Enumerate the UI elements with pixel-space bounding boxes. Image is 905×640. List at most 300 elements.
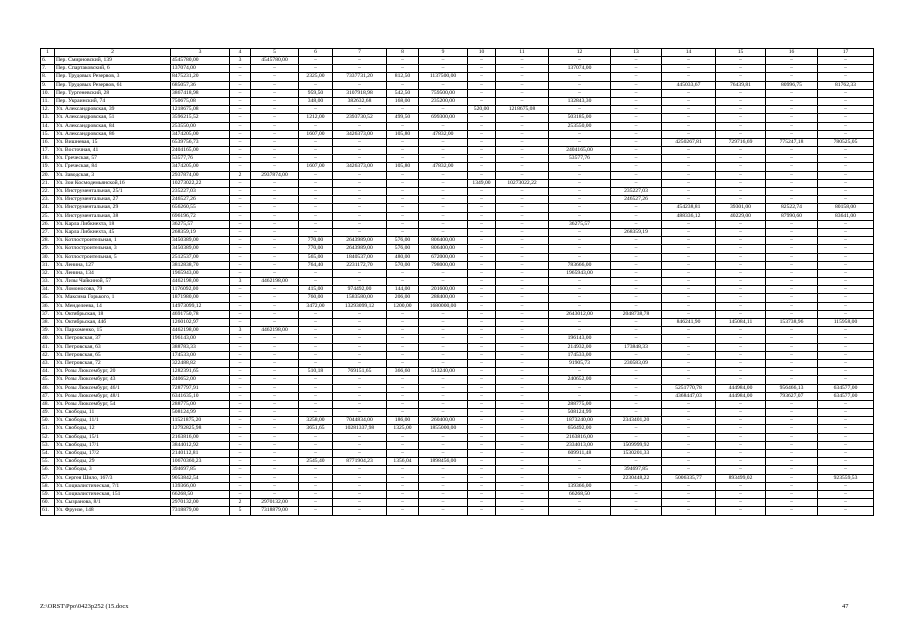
- value-cell: 1530201,33: [611, 450, 662, 458]
- value-cell: –: [662, 278, 716, 286]
- value-cell: –: [716, 335, 766, 343]
- table-row: [41, 171, 874, 179]
- value-cell: 288400,00: [419, 294, 468, 302]
- value-cell: –: [496, 466, 549, 474]
- row-number-cell: 38.: [41, 319, 55, 327]
- value-cell: 87990,60: [766, 212, 818, 220]
- value-cell: –: [549, 138, 611, 146]
- value-cell: –: [251, 163, 299, 171]
- value-cell: –: [419, 482, 468, 490]
- footer-file-path: Z:\ORST\Ppo\0423p252 (15.docx: [40, 603, 129, 610]
- value-cell: –: [549, 466, 611, 474]
- value-cell: –: [818, 417, 874, 425]
- row-number-cell: 11.: [41, 97, 55, 105]
- value-cell: –: [716, 499, 766, 507]
- value-cell: –: [611, 482, 662, 490]
- value-cell: –: [549, 237, 611, 245]
- value-cell: –: [333, 147, 387, 155]
- value-cell: –: [496, 269, 549, 277]
- value-cell: –: [230, 73, 251, 81]
- row-number-cell: 48.: [41, 400, 55, 408]
- value-cell: –: [299, 319, 333, 327]
- value-cell: 780525,05: [818, 138, 874, 146]
- value-cell: –: [766, 147, 818, 155]
- value-cell: –: [230, 466, 251, 474]
- value-cell: –: [299, 155, 333, 163]
- address-cell: Ул. Свободы, 17/2: [55, 450, 171, 458]
- value-cell: –: [662, 368, 716, 376]
- value-cell: –: [230, 482, 251, 490]
- row-number-cell: 57.: [41, 474, 55, 482]
- value-cell: –: [716, 171, 766, 179]
- value-cell: –: [387, 204, 419, 212]
- value-cell: –: [611, 204, 662, 212]
- value-cell: –: [496, 409, 549, 417]
- value-cell: –: [333, 57, 387, 65]
- row-number-cell: 14.: [41, 122, 55, 130]
- address-cell: Ул. Свободы, 29: [55, 458, 171, 466]
- value-cell: –: [496, 343, 549, 351]
- value-cell: –: [716, 114, 766, 122]
- total-cost-cell: 1871980,00: [171, 294, 230, 302]
- value-cell: –: [496, 130, 549, 138]
- value-cell: –: [611, 302, 662, 310]
- table-row: [41, 196, 874, 204]
- value-cell: 1965943,00: [549, 269, 611, 277]
- value-cell: 2404165,00: [549, 147, 611, 155]
- column-number-header: 5: [251, 49, 299, 57]
- value-cell: –: [299, 392, 333, 400]
- value-cell: –: [251, 261, 299, 269]
- value-cell: –: [230, 433, 251, 441]
- value-cell: –: [496, 204, 549, 212]
- address-cell: Ул. Котлостроительная, 5: [55, 253, 171, 261]
- value-cell: –: [662, 155, 716, 163]
- total-cost-cell: 253550,00: [171, 122, 230, 130]
- value-cell: 4545780,00: [251, 57, 299, 65]
- value-cell: –: [468, 155, 496, 163]
- value-cell: –: [496, 138, 549, 146]
- value-cell: –: [230, 400, 251, 408]
- value-cell: –: [468, 253, 496, 261]
- value-cell: 634577,00: [818, 392, 874, 400]
- value-cell: –: [496, 327, 549, 335]
- value-cell: –: [333, 319, 387, 327]
- total-cost-cell: 11521875,20: [171, 417, 230, 425]
- value-cell: –: [419, 57, 468, 65]
- row-number-cell: 23.: [41, 196, 55, 204]
- value-cell: –: [468, 327, 496, 335]
- row-number-cell: 55.: [41, 458, 55, 466]
- value-cell: 3: [230, 57, 251, 65]
- address-cell: Ул. Александровская, 39: [55, 106, 171, 114]
- value-cell: –: [251, 106, 299, 114]
- value-cell: –: [387, 57, 419, 65]
- value-cell: –: [662, 482, 716, 490]
- value-cell: –: [716, 163, 766, 171]
- value-cell: –: [766, 466, 818, 474]
- value-cell: –: [387, 228, 419, 236]
- row-number-cell: 60.: [41, 499, 55, 507]
- total-cost-cell: 322488,82: [171, 359, 230, 367]
- value-cell: –: [299, 122, 333, 130]
- value-cell: –: [496, 359, 549, 367]
- table-row: [41, 376, 874, 384]
- value-cell: –: [419, 188, 468, 196]
- value-cell: –: [766, 400, 818, 408]
- value-cell: –: [611, 319, 662, 327]
- table-row: [41, 507, 874, 515]
- value-cell: –: [549, 171, 611, 179]
- value-cell: –: [549, 319, 611, 327]
- value-cell: –: [818, 179, 874, 187]
- value-cell: –: [387, 343, 419, 351]
- address-cell: Ул. Петровская, 63: [55, 343, 171, 351]
- value-cell: –: [299, 466, 333, 474]
- address-cell: Ул. Свободы, 11/1: [55, 417, 171, 425]
- value-cell: 499,50: [387, 114, 419, 122]
- value-cell: –: [549, 368, 611, 376]
- total-cost-cell: 2937874,00: [171, 171, 230, 179]
- value-cell: –: [716, 351, 766, 359]
- value-cell: 510,18: [299, 368, 333, 376]
- value-cell: –: [299, 278, 333, 286]
- value-cell: 80158,00: [818, 204, 874, 212]
- value-cell: –: [716, 261, 766, 269]
- value-cell: –: [818, 286, 874, 294]
- value-cell: –: [468, 433, 496, 441]
- value-cell: –: [251, 155, 299, 163]
- value-cell: –: [387, 482, 419, 490]
- value-cell: –: [419, 278, 468, 286]
- value-cell: –: [716, 359, 766, 367]
- value-cell: –: [333, 400, 387, 408]
- value-cell: –: [662, 147, 716, 155]
- value-cell: –: [818, 171, 874, 179]
- value-cell: 132843,30: [549, 97, 611, 105]
- value-cell: 2937874,00: [251, 171, 299, 179]
- table-row: [41, 351, 874, 359]
- value-cell: –: [468, 228, 496, 236]
- value-cell: –: [496, 196, 549, 204]
- value-cell: –: [496, 65, 549, 73]
- address-cell: Ул. Социалистическая, 151: [55, 490, 171, 498]
- value-cell: –: [251, 310, 299, 318]
- value-cell: –: [230, 376, 251, 384]
- value-cell: 105,80: [387, 163, 419, 171]
- column-number-header: 14: [662, 49, 716, 57]
- value-cell: –: [468, 269, 496, 277]
- value-cell: –: [387, 179, 419, 187]
- column-number-header: 6: [299, 49, 333, 57]
- total-cost-cell: 656260,55: [171, 204, 230, 212]
- value-cell: 214932,00: [549, 343, 611, 351]
- value-cell: 10273022,22: [496, 179, 549, 187]
- value-cell: –: [251, 130, 299, 138]
- value-cell: –: [299, 220, 333, 228]
- value-cell: –: [251, 196, 299, 204]
- row-number-cell: 40.: [41, 335, 55, 343]
- value-cell: 174533,00: [549, 351, 611, 359]
- table-row: [41, 57, 874, 65]
- total-cost-cell: 3844012,92: [171, 441, 230, 449]
- total-cost-cell: 235227,03: [171, 188, 230, 196]
- value-cell: –: [818, 458, 874, 466]
- value-cell: –: [611, 286, 662, 294]
- value-cell: 729716,69: [716, 138, 766, 146]
- value-cell: –: [662, 490, 716, 498]
- value-cell: –: [333, 335, 387, 343]
- total-cost-cell: 4462198,00: [171, 278, 230, 286]
- value-cell: 76439,81: [716, 81, 766, 89]
- value-cell: –: [299, 343, 333, 351]
- value-cell: –: [387, 466, 419, 474]
- address-cell: Ул. Александровская, 84: [55, 122, 171, 130]
- value-cell: –: [716, 490, 766, 498]
- value-cell: –: [251, 286, 299, 294]
- total-cost-cell: 2970132,00: [171, 499, 230, 507]
- value-cell: 382632,68: [333, 97, 387, 105]
- value-cell: –: [549, 73, 611, 81]
- value-cell: –: [468, 237, 496, 245]
- value-cell: –: [333, 343, 387, 351]
- value-cell: –: [387, 269, 419, 277]
- value-cell: –: [299, 196, 333, 204]
- value-cell: 144,00: [387, 286, 419, 294]
- value-cell: –: [716, 228, 766, 236]
- value-cell: 570,00: [387, 261, 419, 269]
- table-row: [41, 81, 874, 89]
- value-cell: 3651,65: [299, 425, 333, 433]
- column-number-header: 17: [818, 49, 874, 57]
- value-cell: –: [333, 310, 387, 318]
- total-cost-cell: 10670360,23: [171, 458, 230, 466]
- value-cell: –: [230, 212, 251, 220]
- total-cost-cell: 288775,00: [171, 400, 230, 408]
- address-cell: Пер. Спартаковский, 6: [55, 65, 171, 73]
- value-cell: –: [716, 409, 766, 417]
- value-cell: 444984,00: [716, 384, 766, 392]
- value-cell: 80996,75: [766, 81, 818, 89]
- value-cell: 513240,00: [419, 368, 468, 376]
- value-cell: –: [333, 392, 387, 400]
- value-cell: –: [387, 376, 419, 384]
- table-row: [41, 106, 874, 114]
- value-cell: 3107918,98: [333, 89, 387, 97]
- value-cell: 798000,00: [419, 261, 468, 269]
- value-cell: –: [611, 114, 662, 122]
- value-cell: –: [611, 458, 662, 466]
- value-cell: –: [230, 220, 251, 228]
- value-cell: –: [496, 441, 549, 449]
- value-cell: 10281337,98: [333, 425, 387, 433]
- value-cell: –: [496, 450, 549, 458]
- address-cell: Ул. Петровская, 65: [55, 351, 171, 359]
- value-cell: –: [716, 327, 766, 335]
- value-cell: –: [611, 171, 662, 179]
- value-cell: 846241,90: [662, 319, 716, 327]
- total-cost-cell: 394697,85: [171, 466, 230, 474]
- value-cell: –: [662, 228, 716, 236]
- table-row: [41, 237, 874, 245]
- value-cell: –: [496, 57, 549, 65]
- value-cell: –: [251, 122, 299, 130]
- value-cell: –: [496, 212, 549, 220]
- value-cell: –: [333, 269, 387, 277]
- value-cell: –: [818, 122, 874, 130]
- value-cell: –: [387, 490, 419, 498]
- value-cell: –: [496, 368, 549, 376]
- value-cell: –: [299, 376, 333, 384]
- value-cell: –: [766, 425, 818, 433]
- value-cell: 288775,00: [549, 400, 611, 408]
- value-cell: –: [766, 228, 818, 236]
- value-cell: –: [333, 278, 387, 286]
- table-row: [41, 335, 874, 343]
- row-number-cell: 8.: [41, 73, 55, 81]
- value-cell: –: [387, 507, 419, 515]
- row-number-cell: 13.: [41, 114, 55, 122]
- total-cost-cell: 2163816,00: [171, 433, 230, 441]
- value-cell: –: [419, 138, 468, 146]
- value-cell: –: [662, 310, 716, 318]
- value-cell: –: [230, 359, 251, 367]
- value-cell: 783666,00: [549, 261, 611, 269]
- value-cell: 444984,00: [716, 392, 766, 400]
- value-cell: –: [251, 97, 299, 105]
- table-row: [41, 359, 874, 367]
- value-cell: –: [611, 392, 662, 400]
- value-cell: –: [299, 351, 333, 359]
- value-cell: –: [716, 130, 766, 138]
- table-row: [41, 450, 874, 458]
- table-row: [41, 269, 874, 277]
- value-cell: –: [611, 237, 662, 245]
- address-cell: Пер. Украинский, 74: [55, 97, 171, 105]
- value-cell: –: [251, 368, 299, 376]
- value-cell: –: [766, 368, 818, 376]
- value-cell: 769151,65: [333, 368, 387, 376]
- row-number-cell: 26.: [41, 220, 55, 228]
- total-cost-cell: 137074,00: [171, 65, 230, 73]
- value-cell: –: [716, 106, 766, 114]
- value-cell: –: [716, 376, 766, 384]
- value-cell: –: [496, 490, 549, 498]
- value-cell: –: [611, 409, 662, 417]
- value-cell: –: [818, 507, 874, 515]
- value-cell: –: [818, 351, 874, 359]
- value-cell: –: [419, 384, 468, 392]
- address-cell: Ул. Розы Люксембург, 48/1: [55, 392, 171, 400]
- value-cell: –: [662, 458, 716, 466]
- value-cell: –: [766, 433, 818, 441]
- value-cell: –: [662, 253, 716, 261]
- value-cell: –: [251, 425, 299, 433]
- value-cell: –: [419, 466, 468, 474]
- value-cell: –: [766, 245, 818, 253]
- value-cell: 115958,00: [818, 319, 874, 327]
- column-number-header: 11: [496, 49, 549, 57]
- value-cell: –: [230, 188, 251, 196]
- value-cell: –: [230, 351, 251, 359]
- row-number-cell: 25.: [41, 212, 55, 220]
- value-cell: –: [387, 327, 419, 335]
- value-cell: –: [611, 433, 662, 441]
- value-cell: –: [766, 196, 818, 204]
- value-cell: 542,50: [387, 89, 419, 97]
- value-cell: –: [549, 204, 611, 212]
- total-cost-cell: 388783,33: [171, 343, 230, 351]
- total-cost-cell: 174533,00: [171, 351, 230, 359]
- value-cell: 2048738,78: [611, 310, 662, 318]
- value-cell: –: [299, 359, 333, 367]
- value-cell: –: [496, 237, 549, 245]
- row-number-cell: 46.: [41, 384, 55, 392]
- value-cell: –: [468, 392, 496, 400]
- value-cell: –: [818, 294, 874, 302]
- total-cost-cell: 4545780,00: [171, 57, 230, 65]
- value-cell: –: [230, 490, 251, 498]
- value-cell: 3: [230, 278, 251, 286]
- value-cell: –: [251, 441, 299, 449]
- value-cell: –: [496, 114, 549, 122]
- value-cell: –: [716, 97, 766, 105]
- value-cell: –: [549, 507, 611, 515]
- table-row: [41, 302, 874, 310]
- value-cell: –: [299, 409, 333, 417]
- value-cell: –: [818, 106, 874, 114]
- value-cell: –: [468, 368, 496, 376]
- value-cell: –: [496, 294, 549, 302]
- value-cell: –: [251, 319, 299, 327]
- value-cell: –: [230, 253, 251, 261]
- value-cell: –: [662, 335, 716, 343]
- value-cell: –: [419, 450, 468, 458]
- value-cell: –: [468, 458, 496, 466]
- address-cell: Пер. Трудовых Резервов, 61: [55, 81, 171, 89]
- value-cell: –: [230, 228, 251, 236]
- row-number-cell: 12.: [41, 106, 55, 114]
- value-cell: –: [662, 294, 716, 302]
- value-cell: –: [766, 179, 818, 187]
- value-cell: –: [333, 220, 387, 228]
- address-cell: Ул. Зои Космодемьянской,16: [55, 179, 171, 187]
- value-cell: 3426373,00: [333, 130, 387, 138]
- total-cost-cell: 2140112,81: [171, 450, 230, 458]
- value-cell: –: [818, 425, 874, 433]
- total-cost-cell: 3867418,98: [171, 89, 230, 97]
- value-cell: 1137500,00: [419, 73, 468, 81]
- value-cell: 2231172,70: [333, 261, 387, 269]
- total-cost-cell: 240652,00: [171, 376, 230, 384]
- table-row: [41, 433, 874, 441]
- value-cell: 366,60: [387, 368, 419, 376]
- value-cell: 415,00: [299, 286, 333, 294]
- value-cell: 1680000,00: [419, 302, 468, 310]
- value-cell: –: [611, 220, 662, 228]
- value-cell: –: [818, 65, 874, 73]
- value-cell: –: [716, 89, 766, 97]
- value-cell: –: [230, 458, 251, 466]
- value-cell: 806400,00: [419, 245, 468, 253]
- value-cell: 8771904,23: [333, 458, 387, 466]
- value-cell: –: [468, 319, 496, 327]
- value-cell: 3: [230, 327, 251, 335]
- value-cell: 394697,85: [611, 466, 662, 474]
- value-cell: –: [419, 474, 468, 482]
- value-cell: –: [496, 499, 549, 507]
- table-row: [41, 97, 874, 105]
